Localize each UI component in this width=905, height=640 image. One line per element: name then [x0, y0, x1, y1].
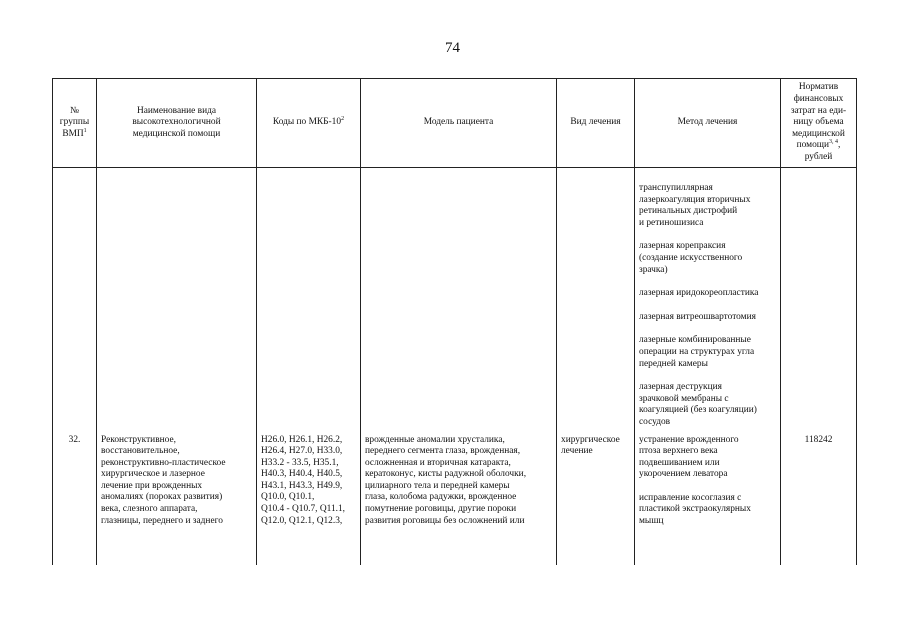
method-item: устранение врожденного птоза верхнего века подвешиванием или укорочением леватора — [639, 434, 739, 480]
method-item: лазерные комбинированные операции на структурах угла передней камеры — [639, 335, 755, 369]
method-item: транспупиллярная лазеркоагуляция вторичных ретинальных дистрофий и ретиношизиса — [639, 183, 751, 228]
cell-model — [361, 168, 557, 431]
cell-methods — [635, 168, 781, 431]
cell-group — [53, 168, 97, 431]
method-item: лазерная витреошвартотомия — [639, 311, 756, 322]
method-item: исправление косоглазия с пластикой экстраокулярных мышц — [639, 492, 751, 527]
method-list — [639, 183, 776, 429]
header-method: Метод лечения — [635, 79, 781, 168]
method-item: лазерная корепраксия (создание искусственного зрачка) — [639, 241, 743, 275]
cell-price: 118242 — [781, 431, 857, 565]
page-number: 74 — [445, 40, 460, 56]
method-item: лазерная деструкция зрачковой мембраны с коагуляцией (без коагуляции) сосудов — [639, 382, 757, 427]
cell-name — [97, 168, 257, 431]
header-treatment: Вид лечения — [557, 79, 635, 168]
method-item: лазерная иридокореопластика — [639, 288, 759, 299]
cell-price — [781, 168, 857, 431]
table-header-row — [53, 79, 857, 168]
header-model: Модель пациента — [361, 79, 557, 168]
cell-codes: H26.0, H26.1, H26.2, H26.4, H27.0, H33.0, H33.2 - 33.5, H35.1, H40.3, H40.4, H40.5, H43.1, H43.3, H49.9, Q10.0, Q10.1, Q10.4 - Q10.7, Q11.1, Q12.0, Q12.1, Q12.3, — [257, 431, 361, 565]
table-row — [53, 431, 857, 565]
cell-codes — [257, 168, 361, 431]
cell-group-number: 32. — [53, 431, 97, 565]
cell-model: врожденные аномалии хрусталика, переднего сегмента глаза, врожденная, осложненная и вторичная катаракта, кератоконус, кисты радужной оболочки, цилиарного тела и передней камеры глаза, колобома радужки, врожденное помутнение роговицы, другие пороки развития роговицы без осложнений или — [361, 431, 557, 565]
header-norm: Норматив финансовых затрат на еди- ницу объема медицинской помощи$^{3, 4}$, рублей — [781, 79, 857, 168]
cell-name: Реконструктивное, восстановительное, реконструктивно-пластическое хирургическое и лазерное лечение при врожденных аномалиях (пороках развития) века, слезного аппарата, глазницы, переднего и заднего — [97, 431, 257, 565]
cell-treatment: хирургическое лечение — [557, 431, 635, 565]
table-row-continuation — [53, 168, 857, 431]
cell-treatment — [557, 168, 635, 431]
header-name: Наименование вида высокотехнологичной медицинской помощи — [97, 79, 257, 168]
cell-methods — [635, 431, 781, 565]
header-group: № группы ВМП$^1$ — [53, 79, 97, 168]
header-codes: Коды по МКБ-$10^2$ — [257, 79, 361, 168]
vmp-table — [52, 78, 857, 565]
method-list — [639, 435, 776, 528]
